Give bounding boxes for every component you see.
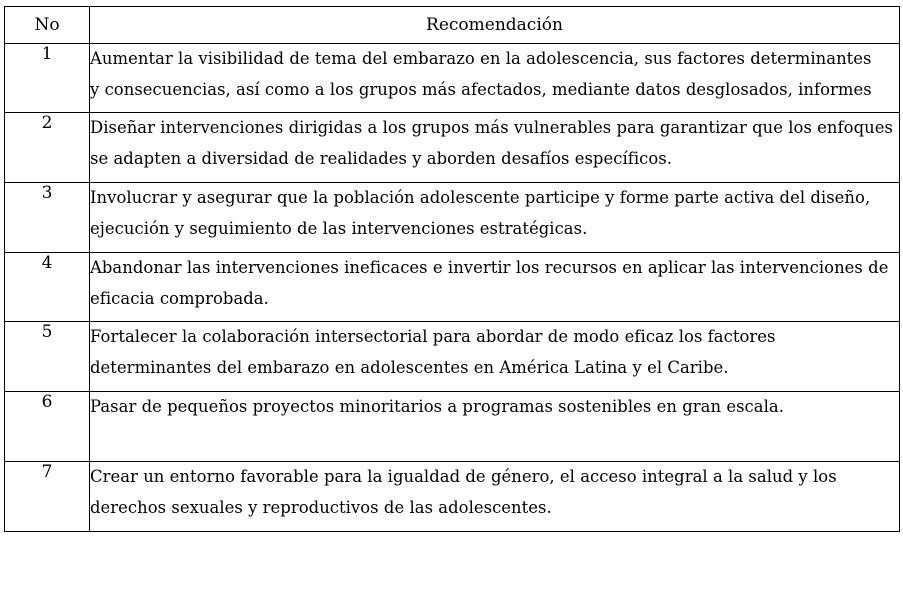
text-line: y consecuencias, así como a los grupos más afectados, mediante datos desglosados, informes xyxy=(90,79,872,99)
row-number: 1 xyxy=(5,44,90,113)
header-row xyxy=(5,7,900,44)
recommendation-text xyxy=(90,462,900,532)
row-number: 7 xyxy=(5,462,90,532)
recommendation-text xyxy=(90,392,900,462)
text-line: Crear un entorno favorable para la igualdad de género, el acceso integral a la salud y los xyxy=(90,467,837,486)
header-no: No xyxy=(5,7,90,44)
recommendation-text xyxy=(90,183,900,253)
text-line: Diseñar intervenciones dirigidas a los grupos más vulnerables para garantizar que los enfoques xyxy=(90,118,893,137)
recommendation-text xyxy=(90,44,900,113)
text-line: Abandonar las intervenciones ineficaces e invertir los recursos en aplicar las intervenciones de xyxy=(90,258,889,277)
recommendation-text xyxy=(90,322,900,392)
row-number: 5 xyxy=(5,322,90,392)
row-number: 6 xyxy=(5,392,90,462)
table-row xyxy=(5,392,900,462)
recommendation-text xyxy=(90,113,900,183)
row-number: 4 xyxy=(5,253,90,322)
text-line: derechos sexuales y reproductivos de las adolescentes. xyxy=(90,497,552,517)
text-line: eficacia comprobada. xyxy=(90,288,269,308)
text-line: Fortalecer la colaboración intersectorial para abordar de modo eficaz los factores xyxy=(90,327,776,346)
text-line: Pasar de pequeños proyectos minoritarios a programas sostenibles en gran escala. xyxy=(90,397,784,416)
row-number: 3 xyxy=(5,183,90,253)
table-row xyxy=(5,462,900,532)
header-recommendation: Recomendación xyxy=(90,7,900,44)
text-line: determinantes del embarazo en adolescentes en América Latina y el Caribe. xyxy=(90,357,729,377)
row-number: 2 xyxy=(5,113,90,183)
table-row xyxy=(5,322,900,392)
text-line: se adapten a diversidad de realidades y aborden desafíos específicos. xyxy=(90,148,673,168)
recommendation-text xyxy=(90,253,900,322)
table-row xyxy=(5,253,900,322)
table-row xyxy=(5,113,900,183)
table-row xyxy=(5,183,900,253)
text-line: ejecución y seguimiento de las intervenciones estratégicas. xyxy=(90,218,588,238)
text-line: Involucrar y asegurar que la población adolescente participe y forme parte activa del diseño, xyxy=(90,188,871,207)
table-row xyxy=(5,44,900,113)
text-line: Aumentar la visibilidad de tema del embarazo en la adolescencia, sus factores determinantes xyxy=(90,49,872,68)
recommendations-table xyxy=(4,6,900,532)
